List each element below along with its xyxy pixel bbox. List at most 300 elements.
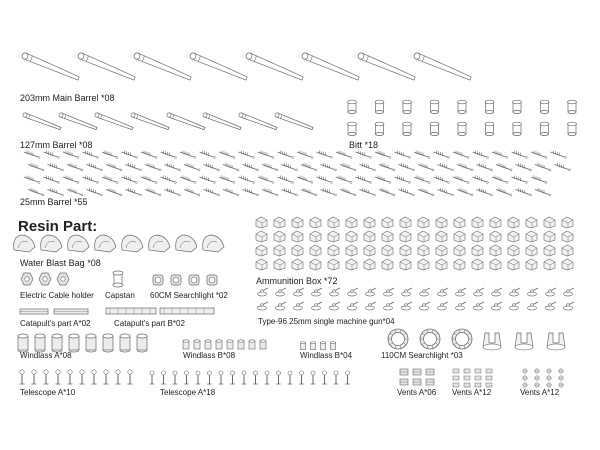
barrel-25 <box>282 163 298 171</box>
barrel-25 <box>145 163 161 171</box>
ammunition-box <box>382 259 393 270</box>
barrel-127 <box>22 112 61 129</box>
vent-a <box>464 369 470 373</box>
barrel-25 <box>340 163 356 171</box>
bitt <box>348 100 357 113</box>
barrel-25 <box>282 188 298 196</box>
bitt <box>375 122 384 135</box>
ammunition-box <box>256 231 267 242</box>
telescope-a <box>219 371 223 384</box>
ammunition-box <box>454 217 465 228</box>
barrel-25 <box>219 151 235 159</box>
bitt <box>348 122 357 135</box>
ammunition-box <box>472 245 483 256</box>
water-blast-bag <box>41 235 62 252</box>
machine-gun <box>402 302 413 310</box>
machine-gun <box>474 288 485 296</box>
bitt <box>458 122 467 135</box>
barrel-25 <box>180 151 196 159</box>
telescope-a <box>161 371 165 384</box>
ammunition-box <box>508 217 519 228</box>
machine-gun <box>384 302 395 310</box>
electric-cable-holder-label: Electric Cable holder <box>20 291 94 300</box>
resin-part-header: Resin Part: <box>18 218 98 235</box>
barrel-127 <box>166 112 205 129</box>
barrel-25 <box>496 163 512 171</box>
barrel-25 <box>531 151 547 159</box>
searchlight-60 <box>171 275 181 285</box>
catapult-b-label: Catapult's part B*02 <box>114 319 185 328</box>
barrel-25 <box>395 176 411 184</box>
vent-a <box>547 376 551 380</box>
vents-a06-label: Vents A*06 <box>397 388 437 397</box>
searchlight-110 <box>388 329 408 349</box>
barrel-127-label: 127mm Barrel *08 <box>20 140 93 150</box>
machine-gun <box>276 302 287 310</box>
ammunition-box <box>310 217 321 228</box>
barrel-25 <box>83 176 99 184</box>
ammunition-box <box>472 259 483 270</box>
vent-a <box>464 383 470 387</box>
barrel-25 <box>239 176 255 184</box>
vent-a <box>535 383 539 387</box>
barrel-25 <box>223 188 239 196</box>
barrel-25 <box>297 176 313 184</box>
telescope-a <box>276 371 280 384</box>
ammunition-box <box>418 259 429 270</box>
vent-a <box>453 383 459 387</box>
machine-gun <box>492 288 503 296</box>
water-blast-bag <box>176 235 197 252</box>
barrel-25 <box>379 163 395 171</box>
barrel-25 <box>200 151 216 159</box>
searchlight-60 <box>189 275 199 285</box>
ammunition-box <box>364 259 375 270</box>
windlass-a <box>137 334 147 352</box>
ammunition-box <box>292 217 303 228</box>
barrel-25 <box>516 163 532 171</box>
telescope-a <box>44 370 49 384</box>
machine-gun <box>348 288 359 296</box>
ammunition-box <box>256 245 267 256</box>
windlass-b <box>301 342 306 350</box>
ammunition-box <box>562 245 573 256</box>
windlass-a <box>52 334 62 352</box>
barrel-25 <box>512 151 528 159</box>
ammunition-box <box>436 231 447 242</box>
machine-gun <box>330 302 341 310</box>
searchlight-110 <box>420 329 440 349</box>
ammunition-box <box>346 217 357 228</box>
barrel-127 <box>202 112 241 129</box>
barrel-25 <box>434 176 450 184</box>
windlass-b <box>311 342 316 350</box>
barrel-25 <box>531 176 547 184</box>
vent-a <box>523 369 527 373</box>
main-barrel <box>77 52 135 80</box>
barrel-25 <box>438 163 454 171</box>
barrel-25 <box>379 188 395 196</box>
telescope-a <box>56 370 61 384</box>
ammunition-box <box>400 259 411 270</box>
barrel-25 <box>297 151 313 159</box>
searchlight-60-label: 60CM Searchlight *02 <box>150 291 228 300</box>
barrel-25 <box>418 163 434 171</box>
capstan-label: Capstan <box>105 291 135 300</box>
barrel-25 <box>258 176 274 184</box>
barrel-25 <box>122 176 138 184</box>
windlass-a <box>18 334 28 352</box>
windlass-b4-label: Windlass B*04 <box>300 351 353 360</box>
barrel-25 <box>122 151 138 159</box>
barrel-25 <box>340 188 356 196</box>
machine-gun <box>258 302 269 310</box>
vent-a <box>523 376 527 380</box>
ammunition-box <box>310 245 321 256</box>
windlass-b <box>260 340 266 349</box>
searchlight-mount <box>515 333 533 350</box>
windlass-b <box>238 340 244 349</box>
barrel-25 <box>165 163 181 171</box>
barrel-25 <box>106 188 122 196</box>
ammunition-box <box>346 259 357 270</box>
windlass-a <box>86 334 96 352</box>
machine-gun <box>546 302 557 310</box>
ammunition-box <box>436 217 447 228</box>
electric-cable-holder <box>21 273 33 285</box>
machine-gun <box>492 302 503 310</box>
vent-a <box>559 369 563 373</box>
machine-gun <box>564 288 575 296</box>
electric-cable-holder <box>57 273 69 285</box>
electric-cable-holder <box>39 273 51 285</box>
barrel-127 <box>58 112 97 129</box>
searchlight-60 <box>207 275 217 285</box>
barrel-25 <box>63 151 79 159</box>
telescope-a <box>68 370 73 384</box>
machine-gun <box>456 302 467 310</box>
telescope-a <box>299 371 303 384</box>
telescope-a <box>230 371 234 384</box>
ammunition-box <box>382 245 393 256</box>
barrel-25 <box>184 188 200 196</box>
telescope-a <box>196 371 200 384</box>
telescope-a <box>288 371 292 384</box>
machine-gun <box>312 302 323 310</box>
ammunition-box <box>454 231 465 242</box>
barrel-25 <box>161 176 177 184</box>
ammunition-box <box>346 231 357 242</box>
barrel-25 <box>87 188 103 196</box>
machine-gun <box>294 302 305 310</box>
bitt-label: Bitt *18 <box>349 140 379 150</box>
main-barrel <box>357 52 415 80</box>
ammunition-box <box>256 259 267 270</box>
barrel-25 <box>512 176 528 184</box>
ammunition-box <box>544 217 555 228</box>
barrel-127 <box>94 112 133 129</box>
searchlight-110-label: 110CM Searchlight *03 <box>381 351 463 360</box>
machine-gun <box>366 288 377 296</box>
ammunition-box <box>364 217 375 228</box>
barrel-25 <box>28 163 44 171</box>
main-barrel <box>189 52 247 80</box>
bitt <box>458 100 467 113</box>
machine-gun <box>564 302 575 310</box>
ammunition-box <box>562 231 573 242</box>
barrel-25 <box>477 188 493 196</box>
vent-a <box>559 383 563 387</box>
barrel-25 <box>301 188 317 196</box>
searchlight-mount <box>483 333 501 350</box>
barrel-25 <box>360 188 376 196</box>
water-blast-bag-label: Water Blast Bag *08 <box>20 258 101 268</box>
ammunition-box <box>400 245 411 256</box>
windlass-a <box>69 334 79 352</box>
barrel-25 <box>200 176 216 184</box>
barrel-25 <box>301 163 317 171</box>
barrel-25 <box>219 176 235 184</box>
vents-a12b-label: Vents A*12 <box>520 388 560 397</box>
vent-a <box>475 376 481 380</box>
barrel-25 <box>44 176 60 184</box>
ammunition-box <box>418 245 429 256</box>
barrel-25 <box>48 163 64 171</box>
vent-a <box>535 376 539 380</box>
bitt <box>403 122 412 135</box>
barrel-25 <box>262 188 278 196</box>
ammunition-box <box>346 245 357 256</box>
barrel-25-label: 25mm Barrel *55 <box>20 197 88 207</box>
barrel-25 <box>102 176 118 184</box>
telescope-a <box>253 371 257 384</box>
machine-gun <box>402 288 413 296</box>
barrel-25 <box>223 163 239 171</box>
vent-a <box>486 376 492 380</box>
bitt <box>485 122 494 135</box>
windlass-a <box>103 334 113 352</box>
bitt <box>430 100 439 113</box>
ammunition-box <box>292 259 303 270</box>
barrel-25 <box>473 176 489 184</box>
bitt <box>540 100 549 113</box>
barrel-127 <box>130 112 169 129</box>
ammunition-box <box>508 259 519 270</box>
barrel-25 <box>278 151 294 159</box>
ammunition-box <box>436 245 447 256</box>
capstan <box>113 271 123 287</box>
barrel-25 <box>414 151 430 159</box>
telescope-a <box>184 371 188 384</box>
catapult-a-part <box>20 309 88 314</box>
ammunition-box <box>490 259 501 270</box>
barrel-25 <box>184 163 200 171</box>
ammunition-box <box>508 245 519 256</box>
bitt <box>485 100 494 113</box>
machine-gun <box>456 288 467 296</box>
telescope-a <box>242 371 246 384</box>
barrel-25 <box>87 163 103 171</box>
barrel-25 <box>67 163 83 171</box>
vent-a <box>547 383 551 387</box>
barrel-25 <box>145 188 161 196</box>
machine-gun-label: Type-96 25mm single machine gun*04 <box>258 317 395 326</box>
windlass-b <box>249 340 255 349</box>
bitt <box>568 122 577 135</box>
vent-a <box>413 369 421 375</box>
barrel-25 <box>161 151 177 159</box>
barrel-25 <box>126 188 142 196</box>
barrel-25 <box>83 151 99 159</box>
barrel-25 <box>24 151 40 159</box>
vent-a <box>426 369 434 375</box>
bitt <box>430 122 439 135</box>
vent-a <box>486 383 492 387</box>
machine-gun <box>366 302 377 310</box>
ammunition-box <box>382 217 393 228</box>
ammunition-box <box>364 245 375 256</box>
main-barrel <box>21 52 79 80</box>
machine-gun <box>258 288 269 296</box>
telescope-a <box>265 371 269 384</box>
barrel-127 <box>274 112 313 129</box>
ammunition-box <box>310 231 321 242</box>
barrel-25 <box>258 151 274 159</box>
barrel-25 <box>399 188 415 196</box>
barrel-25 <box>551 151 567 159</box>
telescope-a <box>20 370 25 384</box>
bitt <box>540 122 549 135</box>
bitt <box>513 122 522 135</box>
machine-gun <box>348 302 359 310</box>
machine-gun <box>420 288 431 296</box>
ammunition-box <box>544 259 555 270</box>
bitt <box>375 100 384 113</box>
vent-a <box>535 369 539 373</box>
main-barrel <box>133 52 191 80</box>
barrel-25 <box>438 188 454 196</box>
machine-gun <box>294 288 305 296</box>
vent-a <box>426 379 434 385</box>
telescope-a <box>104 370 109 384</box>
ammunition-box <box>274 259 285 270</box>
telescope-a <box>311 371 315 384</box>
windlass-b <box>331 342 336 350</box>
ammunition-box <box>328 231 339 242</box>
windlass-a <box>35 334 45 352</box>
barrel-25 <box>317 151 333 159</box>
barrel-25 <box>321 188 337 196</box>
machine-gun <box>384 288 395 296</box>
searchlight-60 <box>153 275 163 285</box>
ammunition-box <box>310 259 321 270</box>
ammunition-box <box>274 217 285 228</box>
barrel-25 <box>457 163 473 171</box>
water-blast-bag <box>203 235 224 252</box>
vent-a <box>486 369 492 373</box>
main-barrel-label: 203mm Main Barrel *08 <box>20 93 115 103</box>
windlass-b <box>183 340 189 349</box>
vent-a <box>464 376 470 380</box>
ammunition-box <box>526 259 537 270</box>
ammunition-box <box>400 231 411 242</box>
barrel-25 <box>336 151 352 159</box>
barrel-25 <box>473 151 489 159</box>
barrel-25 <box>414 176 430 184</box>
ammunition-box <box>472 231 483 242</box>
water-blast-bag <box>14 235 35 252</box>
barrel-127 <box>238 112 277 129</box>
telescope-a <box>116 370 121 384</box>
barrel-25 <box>106 163 122 171</box>
vent-a <box>400 379 408 385</box>
barrel-25 <box>356 151 372 159</box>
telescope-a <box>334 371 338 384</box>
barrel-25 <box>356 176 372 184</box>
barrel-25 <box>141 151 157 159</box>
machine-gun <box>510 288 521 296</box>
main-barrel <box>301 52 359 80</box>
telescope-a <box>80 370 85 384</box>
ammunition-box <box>274 245 285 256</box>
barrel-25 <box>262 163 278 171</box>
barrel-25 <box>375 176 391 184</box>
catapult-a-label: Catapult's part A*02 <box>20 319 91 328</box>
barrel-25 <box>243 188 259 196</box>
ammunition-box <box>328 217 339 228</box>
telescope-a <box>128 370 133 384</box>
telescope-a <box>345 371 349 384</box>
machine-gun <box>330 288 341 296</box>
barrel-25 <box>243 163 259 171</box>
barrel-25 <box>141 176 157 184</box>
telescope-a <box>92 370 97 384</box>
vent-a <box>453 369 459 373</box>
vent-a <box>475 383 481 387</box>
telescope-a10-label: Telescope A*10 <box>20 388 76 397</box>
barrel-25 <box>317 176 333 184</box>
main-barrel <box>413 52 471 80</box>
barrel-25 <box>321 163 337 171</box>
water-blast-bag <box>122 235 143 252</box>
barrel-25 <box>180 176 196 184</box>
ammunition-box <box>256 217 267 228</box>
ammunition-box <box>274 231 285 242</box>
windlass-b <box>205 340 211 349</box>
water-blast-bag <box>68 235 89 252</box>
catapult-b-part <box>106 308 214 314</box>
windlass-a <box>120 334 130 352</box>
barrel-25 <box>165 188 181 196</box>
ammunition-box <box>328 245 339 256</box>
machine-gun <box>528 288 539 296</box>
bitt <box>403 100 412 113</box>
windlass-b <box>194 340 200 349</box>
barrel-25 <box>399 163 415 171</box>
vent-a <box>523 383 527 387</box>
ammunition-box <box>436 259 447 270</box>
main-barrel <box>245 52 303 80</box>
ammunition-box <box>490 217 501 228</box>
ammunition-box <box>544 231 555 242</box>
bitt <box>513 100 522 113</box>
machine-gun <box>510 302 521 310</box>
telescope-a <box>207 371 211 384</box>
barrel-25 <box>239 151 255 159</box>
telescope-a18-label: Telescope A*18 <box>160 388 216 397</box>
searchlight-mount <box>547 333 565 350</box>
machine-gun <box>438 302 449 310</box>
